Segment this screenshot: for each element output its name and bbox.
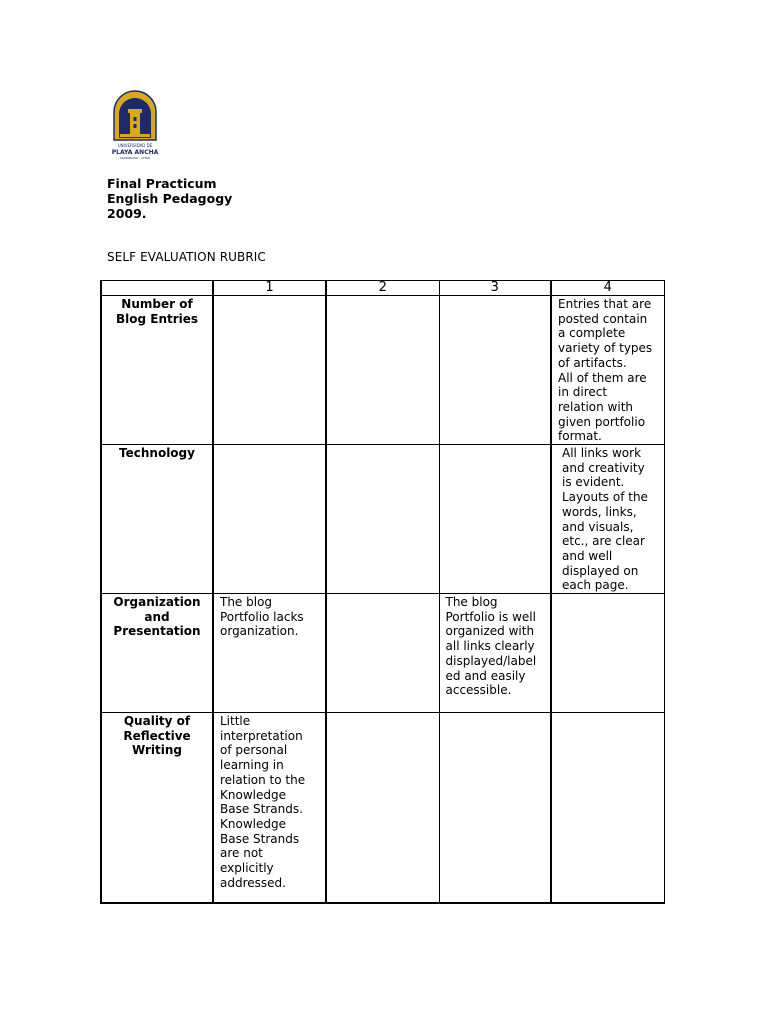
svg-text:VALPARAISO - CHILE: VALPARAISO - CHILE bbox=[119, 156, 151, 160]
rubric-header-score-1: 1 bbox=[213, 281, 326, 296]
university-logo bbox=[106, 88, 164, 162]
rubric-cell bbox=[439, 445, 551, 594]
rubric-cell: The blog Portfolio is well organized with all links clearly displayed/label ed and easily accessible. bbox=[439, 594, 551, 713]
rubric-header-score-2: 2 bbox=[326, 281, 439, 296]
rubric-cell bbox=[213, 296, 326, 445]
rubric-cell bbox=[326, 713, 439, 903]
rubric-cell: Little interpretation of personal learning in relation to the Knowledge Base Strands. Knowledge Base Strands are not explicitly addressed. bbox=[213, 713, 326, 903]
rubric-cell bbox=[551, 713, 664, 903]
criterion-label: Organization and Presentation bbox=[101, 594, 213, 713]
rubric-row-reflective-writing bbox=[101, 713, 664, 903]
rubric-header-blank bbox=[101, 281, 213, 296]
rubric-cell: All links work and creativity is evident. Layouts of the words, links, and visuals, etc., are clear and well displayed on each page. bbox=[551, 445, 664, 594]
heading-course: Final Practicum bbox=[107, 176, 217, 191]
rubric-cell: Entries that are posted contain a complete variety of types of artifacts. All of them are in direct relation with given portfolio format. bbox=[551, 296, 664, 445]
criterion-label: Number of Blog Entries bbox=[101, 296, 213, 445]
rubric-header-score-4: 4 bbox=[551, 281, 664, 296]
document-heading bbox=[107, 176, 232, 221]
svg-text:PLAYA ANCHA: PLAYA ANCHA bbox=[111, 149, 159, 156]
rubric-title: SELF EVALUATION RUBRIC bbox=[107, 250, 266, 264]
rubric-header-row bbox=[101, 281, 664, 296]
rubric-table bbox=[100, 280, 665, 904]
rubric-row-organization bbox=[101, 594, 664, 713]
criterion-label: Quality of Reflective Writing bbox=[101, 713, 213, 903]
heading-program: English Pedagogy bbox=[107, 191, 233, 206]
rubric-header-score-3: 3 bbox=[439, 281, 551, 296]
rubric-cell bbox=[439, 713, 551, 903]
rubric-cell: The blog Portfolio lacks organization. bbox=[213, 594, 326, 713]
svg-text:UNIVERSIDAD DE: UNIVERSIDAD DE bbox=[117, 143, 153, 148]
rubric-cell bbox=[213, 445, 326, 594]
heading-year: 2009. bbox=[107, 206, 147, 221]
rubric-cell bbox=[439, 296, 551, 445]
rubric-cell bbox=[326, 296, 439, 445]
rubric-row-technology bbox=[101, 445, 664, 594]
criterion-label: Technology bbox=[101, 445, 213, 594]
rubric-row-blog-entries bbox=[101, 296, 664, 445]
rubric-cell bbox=[551, 594, 664, 713]
rubric-cell bbox=[326, 445, 439, 594]
rubric-cell bbox=[326, 594, 439, 713]
